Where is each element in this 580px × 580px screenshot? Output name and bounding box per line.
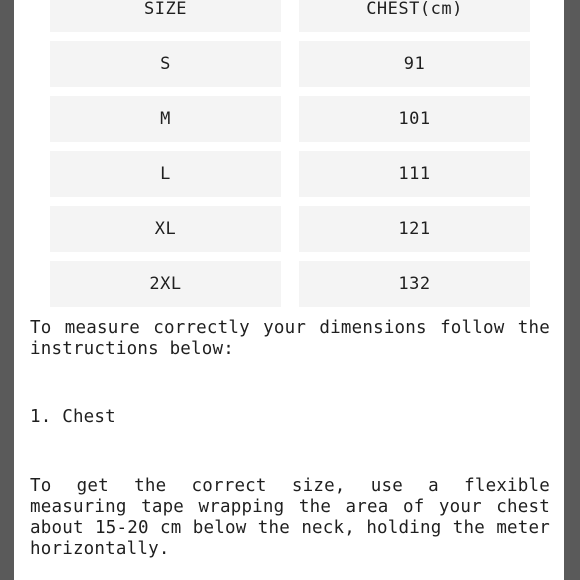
table-row xyxy=(50,206,530,252)
chest-cell: 132 xyxy=(299,261,530,307)
header-chest: CHEST(cm) xyxy=(299,0,530,32)
table-row xyxy=(50,261,530,307)
chest-instruction-text: To get the correct size, use a flexible measuring tape wrapping the area of your chest about 15-20 cm below the neck, holding the meter horizontally. xyxy=(30,476,550,559)
size-cell: M xyxy=(50,96,281,142)
size-cell: XL xyxy=(50,206,281,252)
size-cell: S xyxy=(50,41,281,87)
size-cell: L xyxy=(50,151,281,197)
chest-cell: 121 xyxy=(299,206,530,252)
table-header-row xyxy=(50,0,530,32)
chest-cell: 111 xyxy=(299,151,530,197)
table-row xyxy=(50,96,530,142)
chest-cell: 91 xyxy=(299,41,530,87)
chest-cell: 101 xyxy=(299,96,530,142)
spacer xyxy=(30,428,550,476)
size-cell: 2XL xyxy=(50,261,281,307)
intro-text: To measure correctly your dimensions follow the instructions below: xyxy=(30,318,550,359)
size-guide-page xyxy=(14,0,564,580)
spacer xyxy=(30,360,550,407)
header-size: SIZE xyxy=(50,0,281,32)
measurement-instructions xyxy=(30,318,550,560)
table-row xyxy=(50,41,530,87)
size-chart-table xyxy=(50,0,530,316)
table-row xyxy=(50,151,530,197)
section-title: 1. Chest xyxy=(30,407,116,427)
